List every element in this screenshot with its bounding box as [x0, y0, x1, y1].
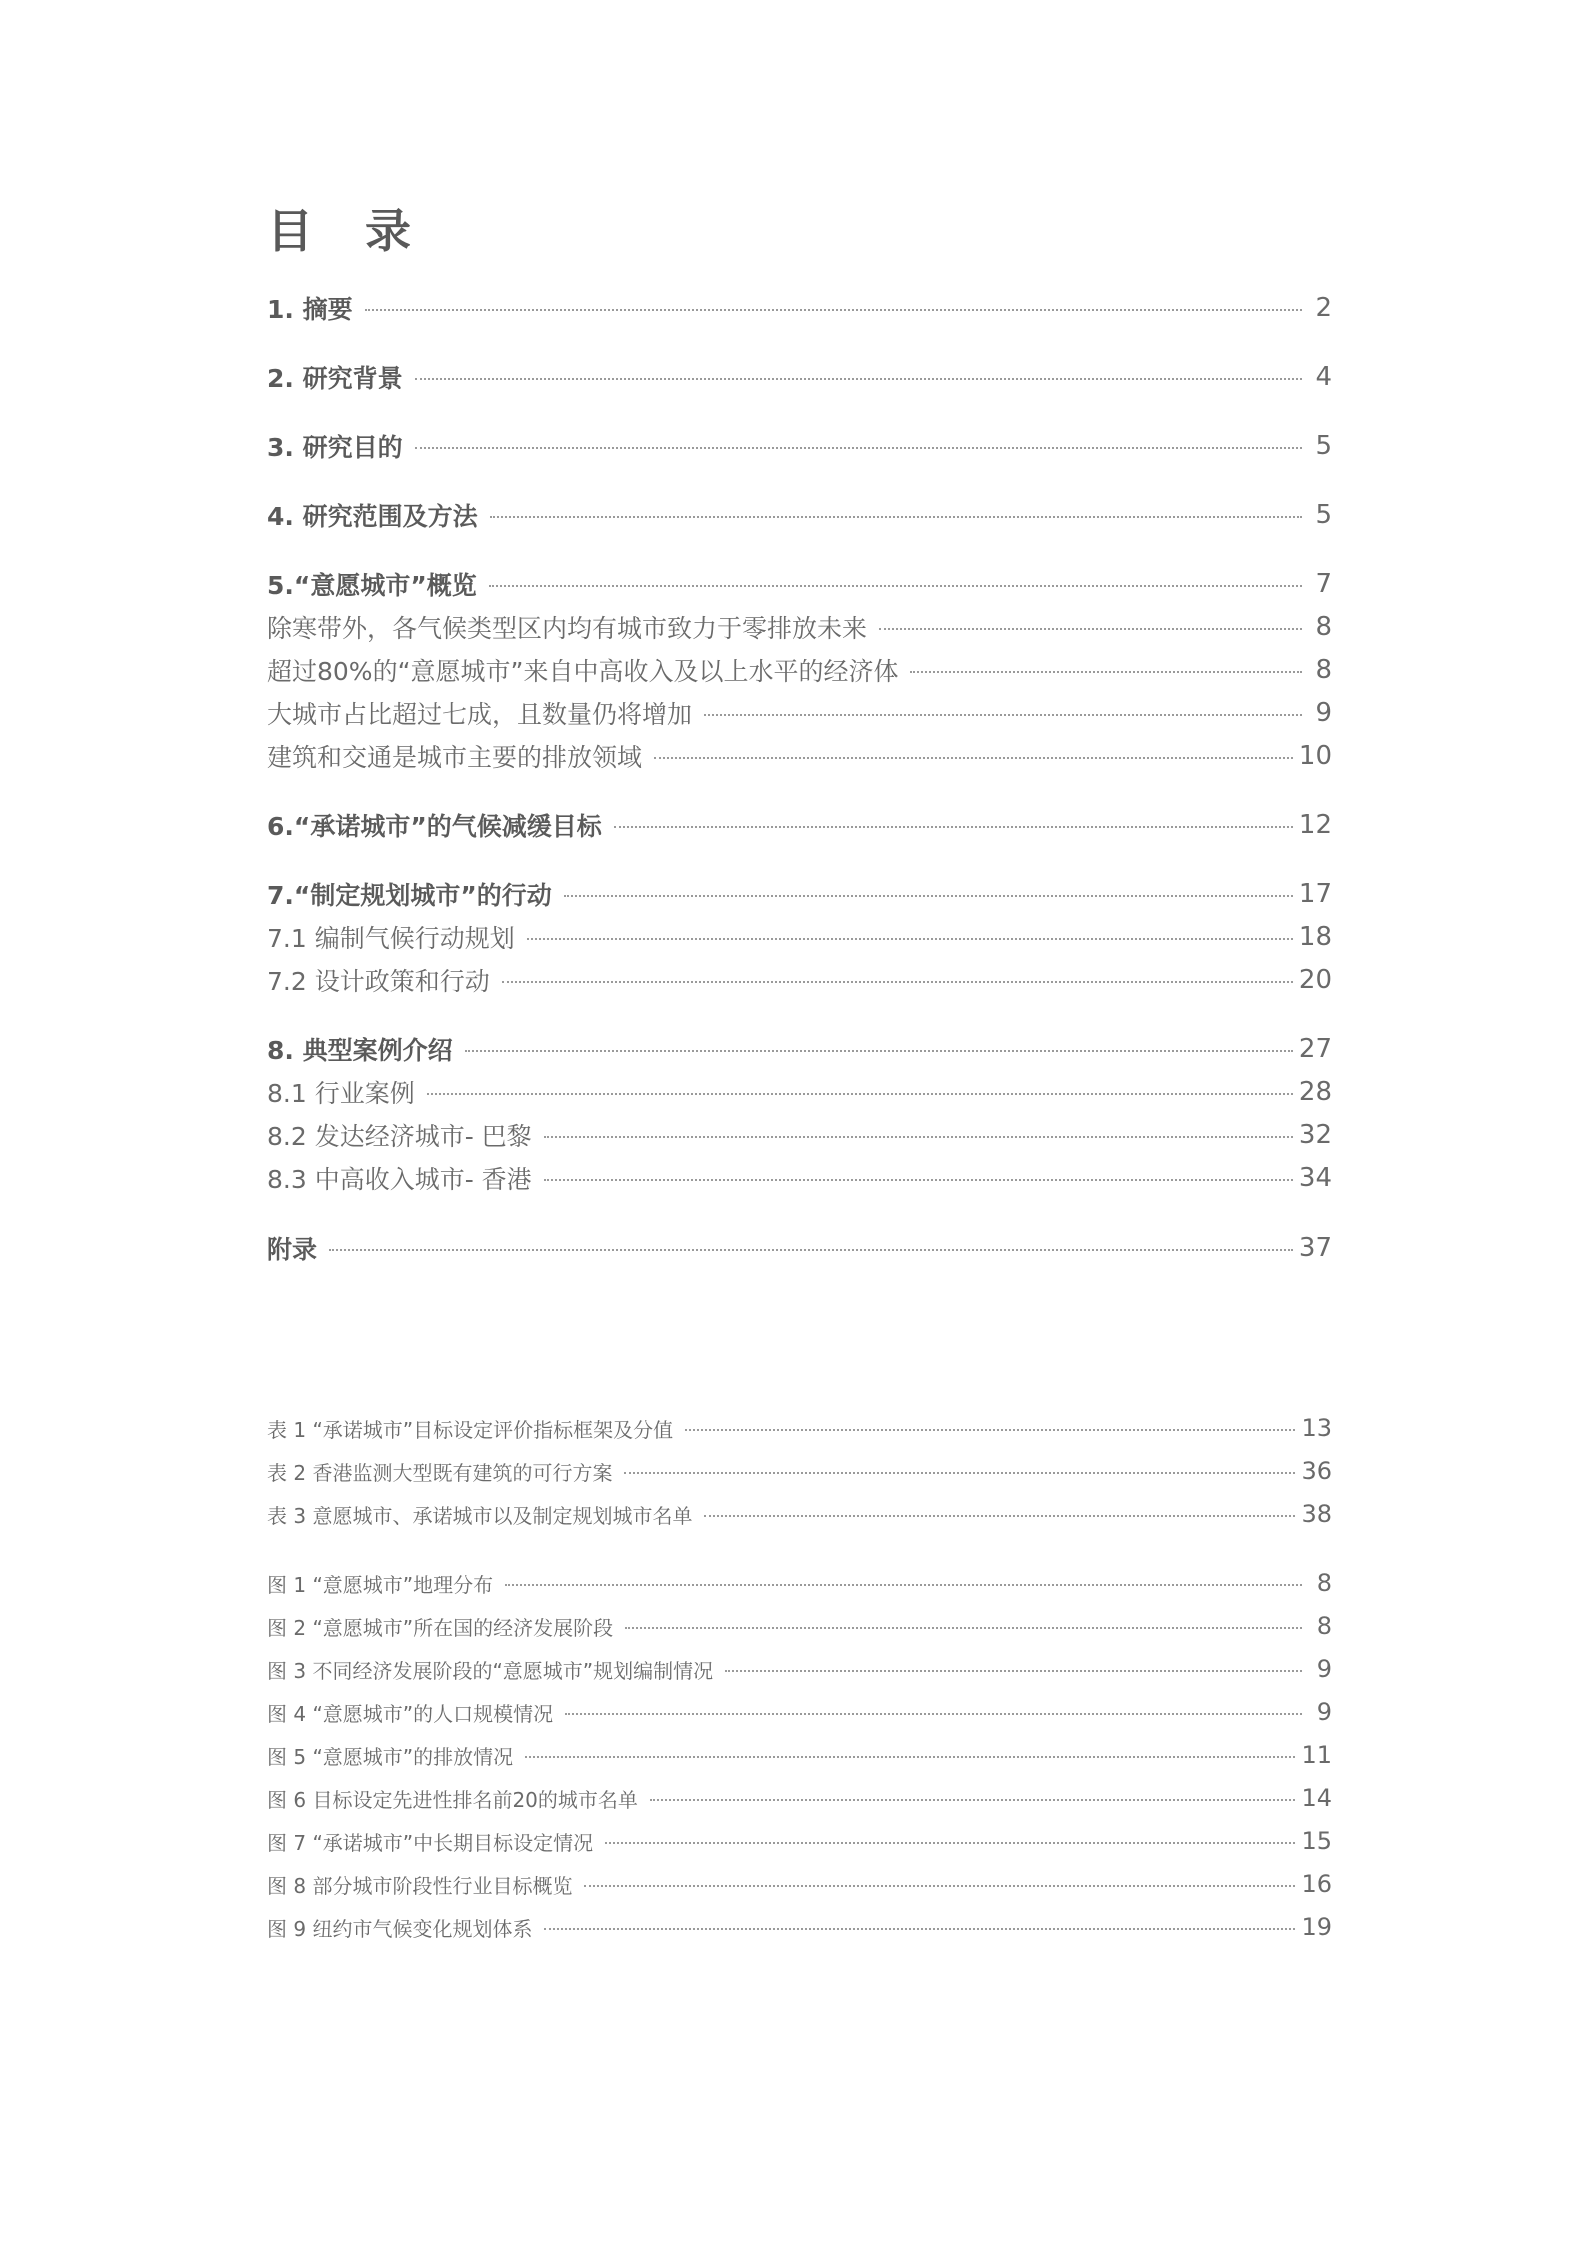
- toc-entry-purpose[interactable]: [267, 426, 1332, 466]
- toc-leader-dots: [614, 826, 1293, 828]
- table-entry-label: 表 1 “承诺城市”目标设定评价指标框架及分值: [267, 1417, 674, 1442]
- toc-page-number: 9: [1315, 698, 1332, 728]
- toc-leader-dots: [564, 895, 1293, 897]
- toc-entry-willing-cities[interactable]: [267, 564, 1332, 604]
- toc-entry-summary[interactable]: [267, 288, 1332, 328]
- toc-page-number: 12: [1298, 810, 1332, 840]
- toc-entry-case-studies[interactable]: [267, 1029, 1332, 1069]
- toc-leader-dots: [584, 1885, 1295, 1887]
- toc-entry-committed-cities[interactable]: [267, 805, 1332, 845]
- toc-page-number: 37: [1298, 1233, 1332, 1263]
- figure-entry-4[interactable]: [267, 1695, 1332, 1729]
- toc-page-number: 17: [1298, 879, 1332, 909]
- toc-leader-dots: [415, 447, 1302, 449]
- figure-entry-label: 图 8 部分城市阶段性行业目标概览: [267, 1873, 573, 1898]
- toc-entry-appendix[interactable]: [267, 1228, 1332, 1268]
- toc-entry-label: 超过80%的“意愿城市”来自中高收入及以上水平的经济体: [267, 657, 899, 686]
- toc-entry-label: 附录: [267, 1235, 318, 1264]
- toc-leader-dots: [465, 1050, 1293, 1052]
- toc-subentry-hong-kong[interactable]: [267, 1158, 1332, 1198]
- toc-subentry-large-cities[interactable]: [267, 693, 1332, 733]
- toc-leader-dots: [685, 1429, 1295, 1431]
- toc-page-number: 9: [1316, 1698, 1332, 1726]
- toc-entry-label: 8.2 发达经济城市- 巴黎: [267, 1122, 532, 1151]
- figure-entry-8[interactable]: [267, 1867, 1332, 1901]
- toc-leader-dots: [505, 1584, 1302, 1586]
- toc-entry-label: 5.“意愿城市”概览: [267, 571, 477, 600]
- toc-entry-label: 7.1 编制气候行动规划: [267, 924, 515, 953]
- figure-entry-3[interactable]: [267, 1652, 1332, 1686]
- toc-page-number: 15: [1301, 1827, 1332, 1855]
- figure-entry-5[interactable]: [267, 1738, 1332, 1772]
- toc-page-number: 8: [1316, 1612, 1332, 1640]
- toc-page-number: 8: [1316, 1569, 1332, 1597]
- toc-page-number: 38: [1301, 1500, 1332, 1528]
- toc-entry-label: 1. 摘要: [267, 295, 353, 324]
- toc-subentry-action-planning[interactable]: [267, 917, 1332, 957]
- toc-entry-label: 3. 研究目的: [267, 433, 403, 462]
- toc-leader-dots: [329, 1249, 1293, 1251]
- toc-page-number: 13: [1301, 1414, 1332, 1442]
- toc-page-number: 20: [1298, 965, 1332, 995]
- toc-entry-label: 4. 研究范围及方法: [267, 502, 478, 531]
- toc-leader-dots: [525, 1756, 1295, 1758]
- toc-page-number: 11: [1301, 1741, 1332, 1769]
- toc-entry-label: 8. 典型案例介绍: [267, 1036, 453, 1065]
- toc-entry-label: 建筑和交通是城市主要的排放领域: [267, 743, 643, 772]
- page-title: 目 录: [267, 204, 430, 258]
- toc-page-number: 27: [1298, 1034, 1332, 1064]
- toc-leader-dots: [544, 1136, 1293, 1138]
- toc-leader-dots: [624, 1472, 1295, 1474]
- toc-page-number: 14: [1301, 1784, 1332, 1812]
- toc-leader-dots: [502, 981, 1293, 983]
- toc-page-number: 16: [1301, 1870, 1332, 1898]
- toc-leader-dots: [654, 757, 1293, 759]
- figure-entry-6[interactable]: [267, 1781, 1332, 1815]
- toc-leader-dots: [879, 628, 1302, 630]
- toc-leader-dots: [415, 378, 1302, 380]
- toc-page-number: 36: [1301, 1457, 1332, 1485]
- figure-entry-label: 图 9 纽约市气候变化规划体系: [267, 1916, 533, 1941]
- figure-entry-label: 图 4 “意愿城市”的人口规模情况: [267, 1701, 554, 1726]
- figure-entry-2[interactable]: [267, 1609, 1332, 1643]
- toc-leader-dots: [490, 516, 1302, 518]
- toc-page-number: 18: [1298, 922, 1332, 952]
- toc-leader-dots: [527, 938, 1293, 940]
- toc-entry-planning-cities[interactable]: [267, 874, 1332, 914]
- figure-entry-9[interactable]: [267, 1910, 1332, 1944]
- toc-entry-label: 8.3 中高收入城市- 香港: [267, 1165, 532, 1194]
- toc-leader-dots: [910, 671, 1302, 673]
- toc-subentry-policy-design[interactable]: [267, 960, 1332, 1000]
- toc-leader-dots: [650, 1799, 1296, 1801]
- toc-leader-dots: [365, 309, 1302, 311]
- table-entry-3[interactable]: [267, 1497, 1332, 1531]
- toc-leader-dots: [725, 1670, 1302, 1672]
- toc-subentry-income-levels[interactable]: [267, 650, 1332, 690]
- toc-page-number: 19: [1301, 1913, 1332, 1941]
- toc-entry-label: 2. 研究背景: [267, 364, 403, 393]
- toc-leader-dots: [704, 1515, 1295, 1517]
- toc-entry-scope-methods[interactable]: [267, 495, 1332, 535]
- figure-entry-label: 图 2 “意愿城市”所在国的经济发展阶段: [267, 1615, 614, 1640]
- toc-subentry-industry-cases[interactable]: [267, 1072, 1332, 1112]
- figure-entry-label: 图 7 “承诺城市”中长期目标设定情况: [267, 1830, 594, 1855]
- table-entry-1[interactable]: [267, 1411, 1332, 1445]
- toc-page-number: 34: [1298, 1163, 1332, 1193]
- toc-leader-dots: [625, 1627, 1302, 1629]
- toc-entry-label: 大城市占比超过七成，且数量仍将增加: [267, 700, 693, 729]
- toc-entry-label: 7.2 设计政策和行动: [267, 967, 490, 996]
- toc-page-number: 5: [1315, 500, 1332, 530]
- toc-page-number: 8: [1315, 655, 1332, 685]
- table-entry-label: 表 2 香港监测大型既有建筑的可行方案: [267, 1460, 613, 1485]
- toc-page-number: 7: [1315, 569, 1332, 599]
- figure-entry-label: 图 5 “意愿城市”的排放情况: [267, 1744, 514, 1769]
- toc-leader-dots: [489, 585, 1302, 587]
- table-entry-2[interactable]: [267, 1454, 1332, 1488]
- toc-subentry-paris[interactable]: [267, 1115, 1332, 1155]
- toc-page-number: 2: [1315, 293, 1332, 323]
- figure-entry-1[interactable]: [267, 1566, 1332, 1600]
- figure-entry-label: 图 3 不同经济发展阶段的“意愿城市”规划编制情况: [267, 1658, 714, 1683]
- figure-entry-label: 图 6 目标设定先进性排名前20的城市名单: [267, 1787, 638, 1812]
- toc-leader-dots: [704, 714, 1302, 716]
- toc-page-number: 8: [1315, 612, 1332, 642]
- toc-page-number: 28: [1298, 1077, 1332, 1107]
- toc-page-number: 9: [1316, 1655, 1332, 1683]
- toc-entry-label: 7.“制定规划城市”的行动: [267, 881, 552, 910]
- toc-page-number: 5: [1315, 431, 1332, 461]
- figure-entry-label: 图 1 “意愿城市”地理分布: [267, 1572, 494, 1597]
- toc-subentry-climate-zones[interactable]: [267, 607, 1332, 647]
- toc-page-number: 4: [1315, 362, 1332, 392]
- toc-page-number: 10: [1298, 741, 1332, 771]
- toc-leader-dots: [427, 1093, 1293, 1095]
- toc-leader-dots: [565, 1713, 1302, 1715]
- toc-entry-background[interactable]: [267, 357, 1332, 397]
- toc-page-number: 32: [1298, 1120, 1332, 1150]
- toc-entry-label: 8.1 行业案例: [267, 1079, 415, 1108]
- figure-entry-7[interactable]: [267, 1824, 1332, 1858]
- toc-entry-label: 6.“承诺城市”的气候减缓目标: [267, 812, 602, 841]
- toc-leader-dots: [544, 1928, 1295, 1930]
- toc-subentry-emission-sectors[interactable]: [267, 736, 1332, 776]
- toc-leader-dots: [544, 1179, 1293, 1181]
- table-entry-label: 表 3 意愿城市、承诺城市以及制定规划城市名单: [267, 1503, 693, 1528]
- toc-leader-dots: [605, 1842, 1295, 1844]
- toc-entry-label: 除寒带外，各气候类型区内均有城市致力于零排放未来: [267, 614, 868, 643]
